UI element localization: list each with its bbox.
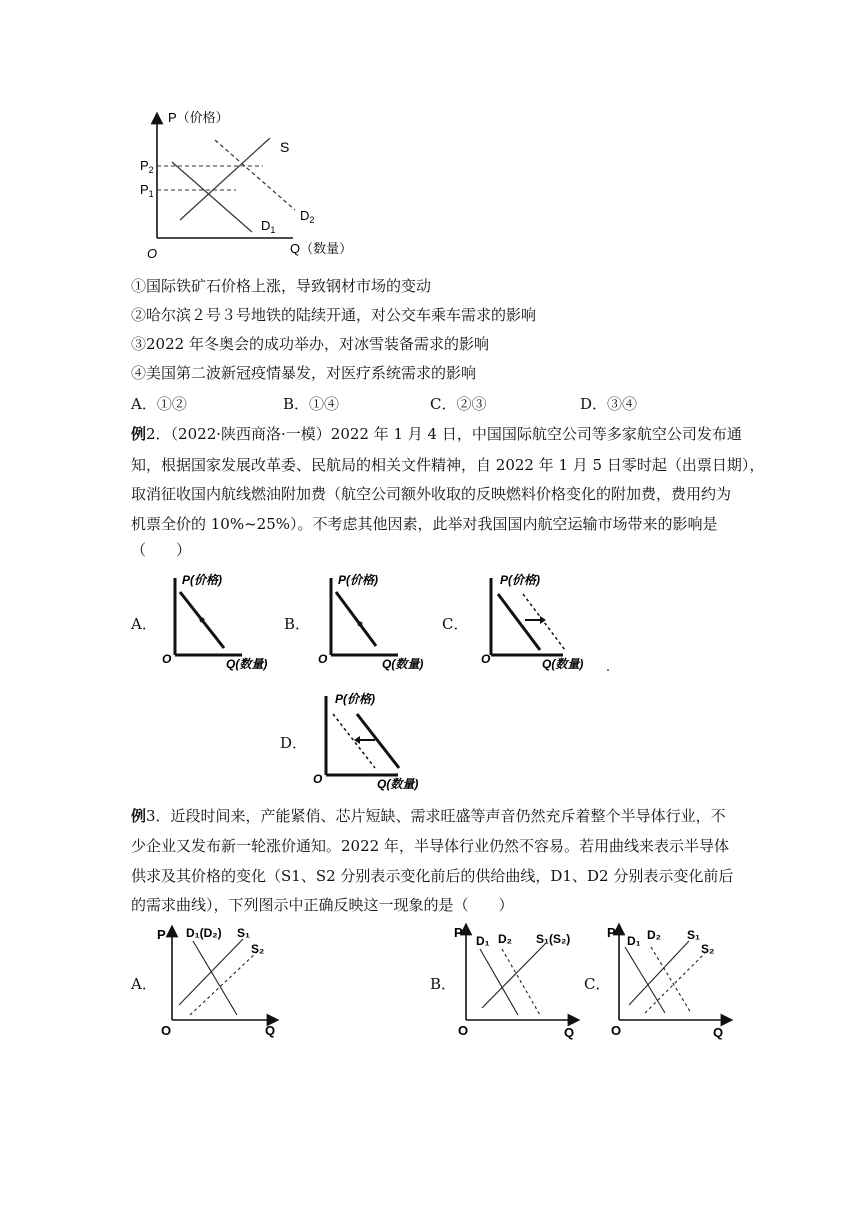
d1-label: $D_1$ (261, 218, 276, 235)
ex3-graph-c (603, 923, 738, 1040)
example-2-line-1: 例2．（2022·陕西商洛·一模）2022 年 1 月 4 日，中国国际航空公司等多家航空公司发布通 (131, 425, 742, 443)
point-marker (358, 622, 363, 627)
example-3-line-4: 的需求曲线），下列图示中正确反映这一现象的是（ ） (131, 896, 514, 914)
graph-option-c-label: C． (442, 615, 469, 633)
supply-demand-figure-1 (130, 110, 370, 260)
graph-a (162, 570, 282, 675)
demand-curve (336, 592, 376, 646)
example-2-line-4: 机票全价的 10%~25%）。不考虑其他因素，此举对我国国内航空运输市场带来的影响是 (131, 515, 718, 533)
y-axis-label: P(价格) (500, 573, 540, 587)
s-curve-label: S (280, 139, 290, 155)
option-b: B．①④ (283, 395, 340, 413)
s1-label: S₁ (687, 928, 700, 942)
origin-label: O (458, 1023, 469, 1038)
origin-label: O (162, 652, 172, 666)
x-axis-label: Q(数量) (382, 657, 424, 671)
origin-label: O (147, 246, 158, 261)
demand-curve-original (498, 594, 540, 650)
p-label: P (157, 927, 166, 942)
d2-label: D₂ (647, 928, 661, 942)
x-axis-label: Q(数量) (226, 657, 268, 671)
demand-curve-shifted (523, 594, 565, 650)
x-axis-label: Q(数量) (542, 657, 584, 671)
d1-label: D₁ (476, 934, 490, 948)
p1-label: $P_1$ (140, 182, 154, 199)
supply-curve-s2 (645, 953, 705, 1013)
statement-1: ①国际铁矿石价格上涨，导致钢材市场的变动 (131, 277, 432, 295)
origin-label: O (481, 652, 491, 666)
s1-s2-label: S₁(S₂) (536, 932, 571, 946)
p-label: P (454, 925, 463, 940)
ex3-graph-b (452, 923, 587, 1040)
example-3-line-3: 供求及其价格的变化（S1、S2 分别表示变化前后的供给曲线，D1、D2 分别表示变化前后 (131, 867, 734, 885)
graph-b (318, 570, 438, 675)
supply-curve-s1-s2 (482, 943, 546, 1008)
s2-label: S₂ (701, 942, 715, 956)
option-d: D．③④ (580, 395, 638, 413)
example-2-line-2: 知，根据国家发展改革委、民航局的相关文件精神，自 2022 年 1 月 5 日零时起（出票日期）， (131, 456, 765, 474)
q-label: Q (713, 1025, 724, 1040)
statement-3: ③2022 年冬奥会的成功举办，对冰雪装备需求的影响 (131, 335, 489, 353)
graph-c (478, 570, 618, 675)
example-2-line-5: （ ） (131, 541, 192, 559)
d1-label: D₁ (627, 934, 641, 948)
graph-option-d-label: D． (280, 734, 308, 752)
demand-curve-d1 (172, 162, 252, 232)
ex3-graph-a (155, 925, 285, 1040)
y-axis-label: P（价格） (168, 110, 229, 125)
stray-dot (607, 669, 609, 671)
p2-label: $P_2$ (140, 158, 154, 175)
statement-2: ②哈尔滨２号３号地铁的陆续开通，对公交车乘车需求的影响 (131, 306, 537, 324)
ex3-option-b-label: B． (430, 975, 457, 993)
origin-label: O (313, 772, 323, 786)
origin-label: O (611, 1023, 622, 1038)
origin-label: O (161, 1023, 172, 1038)
s1-label: S₁ (237, 926, 250, 940)
graph-option-a-label: A． (131, 615, 157, 633)
demand-curve-d2 (651, 947, 691, 1013)
x-axis-label: Q（数量） (290, 241, 353, 256)
graph-d (313, 690, 443, 800)
origin-label: O (318, 652, 328, 666)
demand-curve-d1 (480, 949, 518, 1015)
point-marker (200, 618, 205, 623)
y-axis-label: P(价格) (335, 692, 375, 706)
d-label: D₁(D₂) (186, 926, 222, 940)
d2-label: $D_2$ (300, 208, 315, 225)
graph-option-b-label: B． (284, 615, 311, 633)
p-label: P (607, 925, 616, 940)
ex3-option-a-label: A． (131, 975, 157, 993)
q-label: Q (564, 1025, 575, 1040)
option-a: A．①② (131, 395, 187, 413)
s2-label: S₂ (251, 942, 265, 956)
q-label: Q (265, 1023, 276, 1038)
statement-4: ④美国第二波新冠疫情暴发，对医疗系统需求的影响 (131, 364, 477, 382)
example-2-label: 例 (131, 425, 147, 443)
y-axis-label: P(价格) (338, 573, 378, 587)
ex3-option-c-label: C． (584, 975, 611, 993)
option-c: C．②③ (430, 395, 487, 413)
example-3-label: 例 (131, 807, 147, 825)
example-3-line-2: 少企业又发布新一轮涨价通知。2022 年，半导体行业仍然不容易。若用曲线来表示半导体 (131, 837, 729, 855)
x-axis-label: Q(数量) (377, 777, 419, 791)
d2-label: D₂ (498, 932, 512, 946)
example-2-line-3: 取消征收国内航线燃油附加费（航空公司额外收取的反映燃料价格变化的附加费，费用约为 (131, 485, 732, 503)
y-axis-label: P(价格) (182, 573, 222, 587)
example-3-line-1: 例3．近段时间来，产能紧俏、芯片短缺、需求旺盛等声音仍然充斥着整个半导体行业，不 (131, 807, 726, 825)
